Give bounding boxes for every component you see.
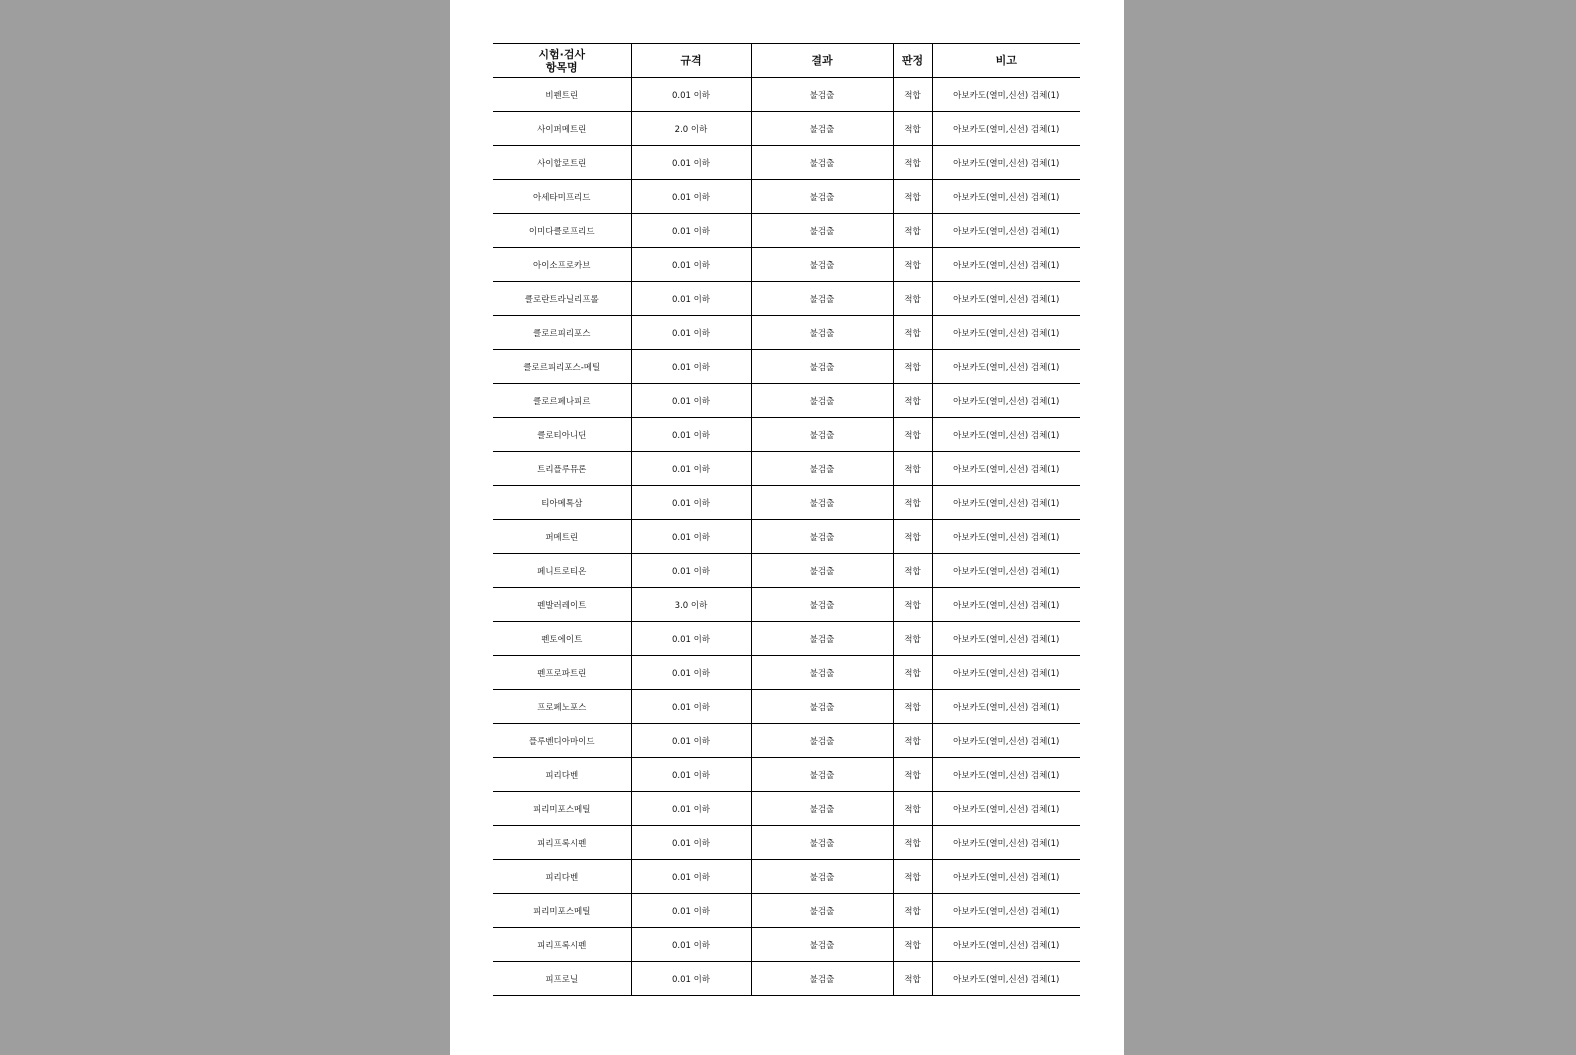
cell-judgment: 적합 xyxy=(893,520,932,554)
cell-item-name: 클로르페나피르 xyxy=(493,384,631,418)
cell-remark: 아보카도(열미,신선) 검체(1) xyxy=(932,894,1080,928)
cell-item-name: 클로티아니딘 xyxy=(493,418,631,452)
cell-spec: 0.01 이하 xyxy=(631,826,751,860)
cell-item-name: 트리플루뮤론 xyxy=(493,452,631,486)
cell-remark: 아보카도(열미,신선) 검체(1) xyxy=(932,248,1080,282)
table-row xyxy=(493,792,1080,826)
cell-spec: 3.0 이하 xyxy=(631,588,751,622)
cell-spec: 0.01 이하 xyxy=(631,384,751,418)
table-row xyxy=(493,554,1080,588)
table-row xyxy=(493,962,1080,996)
cell-remark: 아보카도(열미,신선) 검체(1) xyxy=(932,146,1080,180)
document-page xyxy=(450,0,1124,1055)
cell-judgment: 적합 xyxy=(893,452,932,486)
cell-item-name: 아세타미프리드 xyxy=(493,180,631,214)
cell-judgment: 적합 xyxy=(893,554,932,588)
cell-remark: 아보카도(열미,신선) 검체(1) xyxy=(932,758,1080,792)
cell-spec: 0.01 이하 xyxy=(631,758,751,792)
cell-judgment: 적합 xyxy=(893,384,932,418)
cell-judgment: 적합 xyxy=(893,894,932,928)
cell-spec: 0.01 이하 xyxy=(631,486,751,520)
cell-judgment: 적합 xyxy=(893,316,932,350)
header-judgment: 판정 xyxy=(893,44,932,78)
cell-item-name: 사이할로트린 xyxy=(493,146,631,180)
cell-result: 불검출 xyxy=(751,894,893,928)
cell-remark: 아보카도(열미,신선) 검체(1) xyxy=(932,588,1080,622)
cell-remark: 아보카도(열미,신선) 검체(1) xyxy=(932,78,1080,112)
cell-spec: 0.01 이하 xyxy=(631,350,751,384)
table-header-row xyxy=(493,44,1080,78)
cell-spec: 0.01 이하 xyxy=(631,452,751,486)
cell-item-name: 비펜트린 xyxy=(493,78,631,112)
cell-judgment: 적합 xyxy=(893,690,932,724)
cell-spec: 0.01 이하 xyxy=(631,316,751,350)
cell-result: 불검출 xyxy=(751,724,893,758)
cell-result: 불검출 xyxy=(751,282,893,316)
cell-spec: 0.01 이하 xyxy=(631,146,751,180)
table-row xyxy=(493,520,1080,554)
cell-judgment: 적합 xyxy=(893,792,932,826)
cell-result: 불검출 xyxy=(751,350,893,384)
cell-spec: 0.01 이하 xyxy=(631,792,751,826)
cell-remark: 아보카도(열미,신선) 검체(1) xyxy=(932,214,1080,248)
header-result: 결과 xyxy=(751,44,893,78)
table-row xyxy=(493,928,1080,962)
cell-spec: 2.0 이하 xyxy=(631,112,751,146)
table-row xyxy=(493,418,1080,452)
table-row xyxy=(493,724,1080,758)
cell-spec: 0.01 이하 xyxy=(631,418,751,452)
cell-result: 불검출 xyxy=(751,588,893,622)
cell-result: 불검출 xyxy=(751,418,893,452)
cell-remark: 아보카도(열미,신선) 검체(1) xyxy=(932,520,1080,554)
cell-judgment: 적합 xyxy=(893,962,932,996)
cell-judgment: 적합 xyxy=(893,588,932,622)
cell-judgment: 적합 xyxy=(893,282,932,316)
cell-judgment: 적합 xyxy=(893,724,932,758)
cell-remark: 아보카도(열미,신선) 검체(1) xyxy=(932,112,1080,146)
cell-remark: 아보카도(열미,신선) 검체(1) xyxy=(932,622,1080,656)
cell-spec: 0.01 이하 xyxy=(631,622,751,656)
cell-result: 불검출 xyxy=(751,214,893,248)
header-remark: 비고 xyxy=(932,44,1080,78)
cell-spec: 0.01 이하 xyxy=(631,894,751,928)
cell-result: 불검출 xyxy=(751,452,893,486)
cell-judgment: 적합 xyxy=(893,350,932,384)
table-row xyxy=(493,656,1080,690)
cell-judgment: 적합 xyxy=(893,78,932,112)
cell-item-name: 펜프로파트린 xyxy=(493,656,631,690)
cell-item-name: 페니트로티온 xyxy=(493,554,631,588)
cell-result: 불검출 xyxy=(751,622,893,656)
cell-item-name: 피리프록시펜 xyxy=(493,928,631,962)
cell-remark: 아보카도(열미,신선) 검체(1) xyxy=(932,792,1080,826)
cell-result: 불검출 xyxy=(751,758,893,792)
cell-item-name: 사이퍼메트린 xyxy=(493,112,631,146)
cell-spec: 0.01 이하 xyxy=(631,554,751,588)
table-row xyxy=(493,384,1080,418)
cell-item-name: 피리미포스메틸 xyxy=(493,894,631,928)
cell-item-name: 프로페노포스 xyxy=(493,690,631,724)
table-row xyxy=(493,860,1080,894)
table-row xyxy=(493,758,1080,792)
cell-item-name: 클로란트라닐리프롤 xyxy=(493,282,631,316)
cell-spec: 0.01 이하 xyxy=(631,860,751,894)
cell-item-name: 펜발러레이트 xyxy=(493,588,631,622)
cell-result: 불검출 xyxy=(751,180,893,214)
table-row xyxy=(493,894,1080,928)
cell-item-name: 플루벤디아마이드 xyxy=(493,724,631,758)
cell-remark: 아보카도(열미,신선) 검체(1) xyxy=(932,860,1080,894)
cell-result: 불검출 xyxy=(751,146,893,180)
cell-item-name: 피프로닐 xyxy=(493,962,631,996)
cell-remark: 아보카도(열미,신선) 검체(1) xyxy=(932,690,1080,724)
cell-remark: 아보카도(열미,신선) 검체(1) xyxy=(932,418,1080,452)
table-row xyxy=(493,146,1080,180)
test-results-table xyxy=(493,43,1080,996)
table-row xyxy=(493,452,1080,486)
cell-result: 불검출 xyxy=(751,690,893,724)
cell-remark: 아보카도(열미,신선) 검체(1) xyxy=(932,724,1080,758)
table-row xyxy=(493,316,1080,350)
cell-remark: 아보카도(열미,신선) 검체(1) xyxy=(932,452,1080,486)
header-item-name xyxy=(493,44,631,78)
cell-judgment: 적합 xyxy=(893,214,932,248)
table-row xyxy=(493,690,1080,724)
cell-spec: 0.01 이하 xyxy=(631,962,751,996)
cell-result: 불검출 xyxy=(751,486,893,520)
cell-remark: 아보카도(열미,신선) 검체(1) xyxy=(932,826,1080,860)
cell-judgment: 적합 xyxy=(893,180,932,214)
table-row xyxy=(493,214,1080,248)
table-row xyxy=(493,248,1080,282)
cell-result: 불검출 xyxy=(751,248,893,282)
cell-remark: 아보카도(열미,신선) 검체(1) xyxy=(932,384,1080,418)
cell-judgment: 적합 xyxy=(893,928,932,962)
cell-spec: 0.01 이하 xyxy=(631,520,751,554)
table-row xyxy=(493,282,1080,316)
cell-result: 불검출 xyxy=(751,962,893,996)
cell-judgment: 적합 xyxy=(893,860,932,894)
cell-result: 불검출 xyxy=(751,520,893,554)
cell-item-name: 피리다벤 xyxy=(493,758,631,792)
header-spec: 규격 xyxy=(631,44,751,78)
cell-item-name: 클로르피리포스 xyxy=(493,316,631,350)
cell-result: 불검출 xyxy=(751,384,893,418)
cell-remark: 아보카도(열미,신선) 검체(1) xyxy=(932,554,1080,588)
cell-result: 불검출 xyxy=(751,792,893,826)
table-row xyxy=(493,78,1080,112)
cell-item-name: 피리다벤 xyxy=(493,860,631,894)
header-item-name-line2: 항목명 xyxy=(545,60,578,74)
cell-result: 불검출 xyxy=(751,112,893,146)
cell-result: 불검출 xyxy=(751,656,893,690)
cell-remark: 아보카도(열미,신선) 검체(1) xyxy=(932,486,1080,520)
cell-item-name: 퍼메트린 xyxy=(493,520,631,554)
cell-spec: 0.01 이하 xyxy=(631,656,751,690)
cell-spec: 0.01 이하 xyxy=(631,180,751,214)
cell-remark: 아보카도(열미,신선) 검체(1) xyxy=(932,962,1080,996)
table-row xyxy=(493,622,1080,656)
cell-spec: 0.01 이하 xyxy=(631,248,751,282)
cell-result: 불검출 xyxy=(751,78,893,112)
cell-spec: 0.01 이하 xyxy=(631,724,751,758)
cell-judgment: 적합 xyxy=(893,248,932,282)
cell-judgment: 적합 xyxy=(893,622,932,656)
cell-item-name: 피리프록시펜 xyxy=(493,826,631,860)
cell-remark: 아보카도(열미,신선) 검체(1) xyxy=(932,282,1080,316)
cell-item-name: 펜토에이트 xyxy=(493,622,631,656)
cell-result: 불검출 xyxy=(751,316,893,350)
cell-result: 불검출 xyxy=(751,554,893,588)
cell-spec: 0.01 이하 xyxy=(631,690,751,724)
table-row xyxy=(493,350,1080,384)
cell-judgment: 적합 xyxy=(893,418,932,452)
cell-spec: 0.01 이하 xyxy=(631,282,751,316)
cell-spec: 0.01 이하 xyxy=(631,78,751,112)
cell-judgment: 적합 xyxy=(893,758,932,792)
cell-judgment: 적합 xyxy=(893,486,932,520)
cell-remark: 아보카도(열미,신선) 검체(1) xyxy=(932,180,1080,214)
table-row xyxy=(493,180,1080,214)
cell-judgment: 적합 xyxy=(893,146,932,180)
cell-item-name: 이미다클로프리드 xyxy=(493,214,631,248)
cell-item-name: 피리미포스메틸 xyxy=(493,792,631,826)
table-row xyxy=(493,588,1080,622)
cell-result: 불검출 xyxy=(751,826,893,860)
cell-remark: 아보카도(열미,신선) 검체(1) xyxy=(932,656,1080,690)
cell-remark: 아보카도(열미,신선) 검체(1) xyxy=(932,928,1080,962)
cell-remark: 아보카도(열미,신선) 검체(1) xyxy=(932,316,1080,350)
cell-judgment: 적합 xyxy=(893,826,932,860)
cell-item-name: 클로르피리포스-메틸 xyxy=(493,350,631,384)
header-item-name-line1: 시험·검사 xyxy=(538,47,586,61)
table-row xyxy=(493,486,1080,520)
table-row xyxy=(493,112,1080,146)
table-row xyxy=(493,826,1080,860)
cell-judgment: 적합 xyxy=(893,656,932,690)
cell-result: 불검출 xyxy=(751,928,893,962)
cell-judgment: 적합 xyxy=(893,112,932,146)
cell-remark: 아보카도(열미,신선) 검체(1) xyxy=(932,350,1080,384)
cell-spec: 0.01 이하 xyxy=(631,214,751,248)
cell-item-name: 아이소프로카브 xyxy=(493,248,631,282)
cell-result: 불검출 xyxy=(751,860,893,894)
cell-item-name: 티아메톡삼 xyxy=(493,486,631,520)
cell-spec: 0.01 이하 xyxy=(631,928,751,962)
